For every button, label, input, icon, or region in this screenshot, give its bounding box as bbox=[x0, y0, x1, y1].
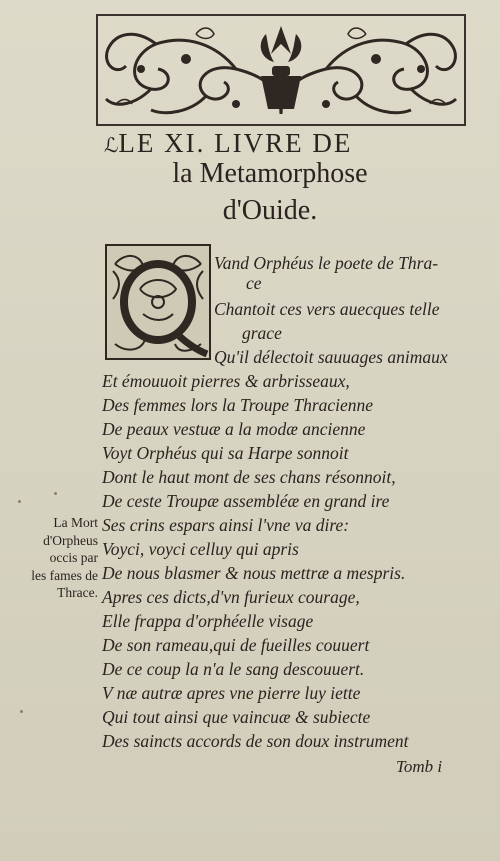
verse-line-8: De peaux vestuæ a la modæ ancienne bbox=[102, 419, 366, 439]
verse-line-21: Des saincts accords de son doux instrument bbox=[102, 731, 409, 751]
verse-line-10: Dont le haut mont de ses chans résonnoit, bbox=[102, 467, 396, 487]
marginal-note-line: d'Orpheus bbox=[43, 532, 98, 548]
verse-line-18: De ce coup la n'a le sang descouuert. bbox=[102, 659, 365, 679]
running-head bbox=[104, 128, 464, 159]
verse-line-17: De son rameau,qui de fueilles couuert bbox=[102, 635, 370, 655]
verse-line-13: Voyci, voyci celluy qui apris bbox=[102, 539, 299, 559]
verse-line-6: Et émouuoit pierres & arbrisseaux, bbox=[102, 371, 350, 391]
verse-line-7: Des femmes lors la Troupe Thracienne bbox=[102, 395, 374, 415]
paper-speck bbox=[54, 492, 57, 495]
verse-line-20: Qui tout ainsi que vaincuæ & subiecte bbox=[102, 707, 371, 727]
marginal-note-line: occis par bbox=[49, 550, 98, 565]
verse-line-16: Elle frappa d'orphéelle visage bbox=[102, 611, 314, 631]
verse-line-3: Chantoit ces vers auecques telle bbox=[214, 299, 440, 319]
catchword: Tomb i bbox=[396, 757, 443, 776]
verse-line-5: Qu'il délectoit sauuages animaux bbox=[214, 347, 448, 367]
paper-speck bbox=[18, 500, 21, 503]
paper-speck bbox=[20, 710, 23, 713]
ornamental-headpiece bbox=[96, 14, 466, 126]
verse-line-2: ce bbox=[246, 273, 262, 293]
running-head-text: LE XI. LIVRE DE bbox=[118, 128, 353, 158]
verse-line-9: Voyt Orphéus qui sa Harpe sonnoit bbox=[102, 443, 349, 463]
verse-line-11: De ceste Troupæ assembléæ en grand ire bbox=[102, 491, 390, 511]
verse-line-15: Apres ces dicts,d'vn furieux courage, bbox=[102, 587, 360, 607]
chapter-title-line-1: la Metamorphose bbox=[172, 158, 368, 189]
running-head-ornament: ℒ bbox=[104, 135, 119, 157]
verse-line-19: V næ autræ apres vne pierre luy iette bbox=[102, 683, 361, 703]
chapter-title-line-2: d'Ouide. bbox=[222, 195, 318, 226]
marginal-note-line: les fames de bbox=[31, 567, 98, 583]
decorated-initial-q bbox=[105, 244, 211, 360]
marginal-note-line: La Mort bbox=[53, 515, 98, 530]
verse-line-1: Vand Orphéus le poete de Thra- bbox=[214, 253, 439, 273]
marginal-note-line: Thrace. bbox=[57, 585, 98, 600]
verse-line-12: Ses crins espars ainsi l'vne va dire: bbox=[102, 515, 350, 535]
verse-line-4: grace bbox=[242, 323, 282, 343]
verse-line-14: De nous blasmer & nous mettræ a mespris. bbox=[102, 563, 406, 583]
marginal-note bbox=[16, 514, 98, 602]
